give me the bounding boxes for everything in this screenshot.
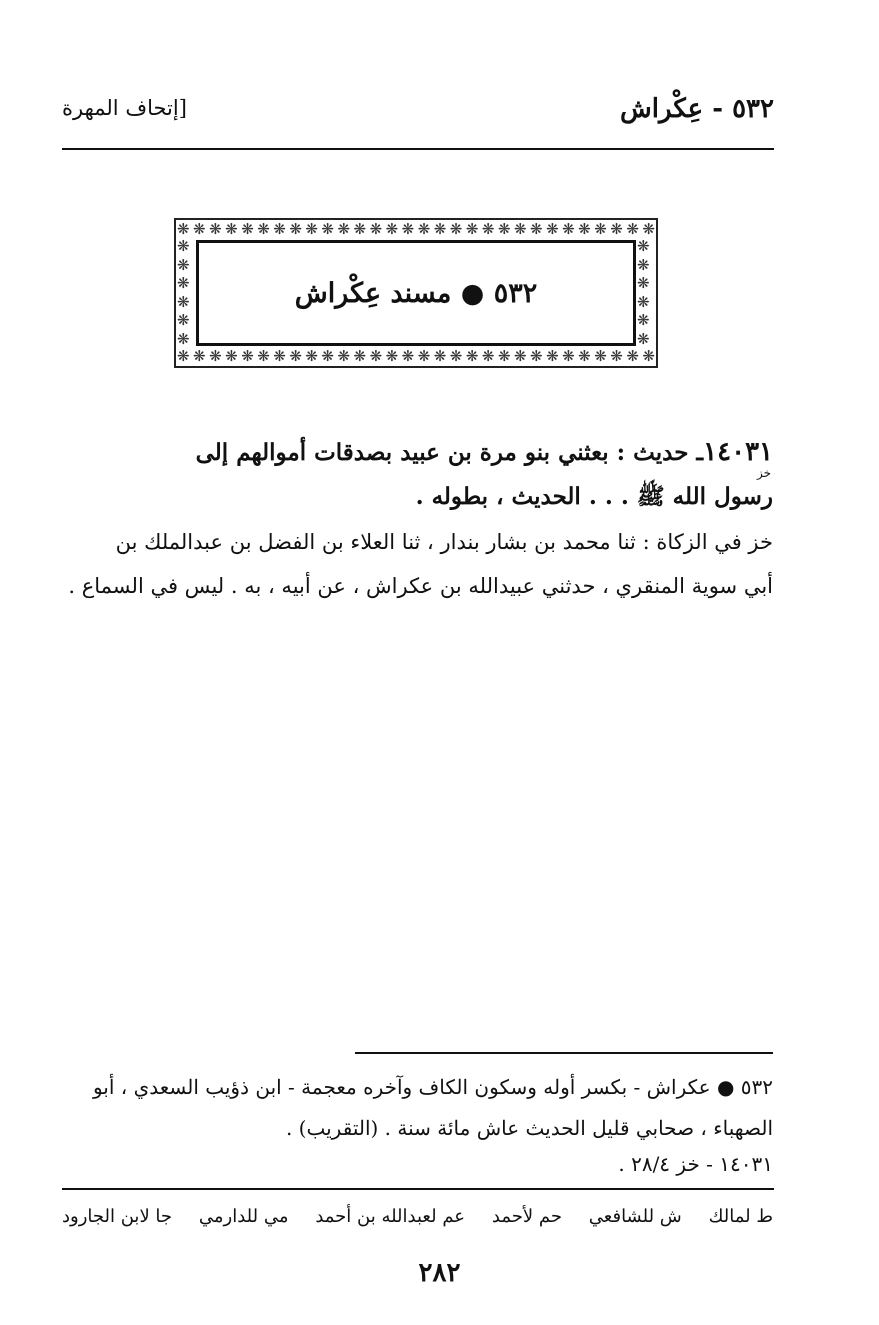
ornament-border-top: [177, 221, 655, 239]
ornament-glyph: ❋: [546, 348, 559, 365]
ornament-glyph: ❋: [257, 348, 270, 365]
ornament-glyph: ❋: [353, 348, 367, 365]
ornament-glyph: ❋: [177, 255, 190, 274]
ornament-glyph: ❋: [273, 348, 286, 365]
abbr-item: جا لابن الجارود: [62, 1206, 173, 1227]
ornament-glyph: ❋: [337, 221, 351, 238]
ornament-glyph: ❋: [417, 221, 431, 238]
ornament-glyph: ❋: [513, 348, 527, 365]
ornament-glyph: ❋: [497, 221, 511, 238]
footnote-line-1: ٥٣٢ ● عكراش - بكسر أوله وسكون الكاف وآخره معجمة - ابن ذؤيب السعدي ، أبو: [92, 1075, 773, 1099]
ornament-border-right: [637, 238, 655, 348]
ornament-glyph: ❋: [385, 221, 399, 238]
ornament-glyph: ❋: [177, 221, 190, 238]
ornament-glyph: ❋: [225, 348, 238, 365]
ornament-glyph: ❋: [465, 348, 479, 365]
abbr-item: حم لأحمد: [491, 1206, 562, 1227]
musnad-title: ٥٣٢ ● مسند عِكْراش: [294, 277, 538, 309]
ornament-glyph: ❋: [241, 348, 254, 365]
isnad-line-1: خز في الزكاة : ثنا محمد بن بشار بندار ، ثنا العلاء بن الفضل بن عبدالملك بن: [115, 530, 773, 554]
ornament-glyph: ❋: [637, 237, 650, 255]
ornament-glyph: ❋: [637, 255, 650, 274]
ornament-glyph: ❋: [530, 221, 543, 238]
footnote-line-2: الصهباء ، صحابي قليل الحديث عاش مائة سنة . (التقريب) .: [285, 1116, 773, 1140]
ornament-glyph: ❋: [401, 348, 415, 365]
ornament-glyph: ❋: [209, 221, 222, 238]
ornament-glyph: ❋: [481, 221, 495, 238]
ornament-glyph: ❋: [369, 348, 383, 365]
ornament-glyph: ❋: [449, 221, 463, 238]
ornament-glyph: ❋: [594, 221, 607, 238]
ornament-glyph: ❋: [637, 274, 650, 293]
ornament-glyph: ❋: [321, 221, 334, 238]
abbr-item: ط لمالك: [708, 1206, 773, 1227]
ornament-glyph: ❋: [497, 348, 511, 365]
ornament-glyph: ❋: [305, 221, 318, 238]
ornament-glyph: ❋: [610, 348, 623, 365]
abbr-item: مي للدارمي: [198, 1206, 289, 1227]
ornament-glyph: ❋: [449, 348, 463, 365]
abbreviation-rule: [62, 1188, 774, 1190]
ornament-border-left: [177, 238, 195, 348]
ornament-glyph: ❋: [321, 348, 334, 365]
ornament-glyph: ❋: [433, 348, 447, 365]
ornament-glyph: ❋: [637, 329, 650, 348]
ornament-glyph: ❋: [241, 221, 254, 238]
hadith-number: ١٤٠٣١: [703, 437, 773, 467]
ornament-glyph: ❋: [177, 329, 190, 348]
ornament-glyph: ❋: [637, 292, 650, 311]
section-title-header: ٥٣٢ - عِكْراش: [620, 94, 774, 124]
abbr-item: ش للشافعي: [588, 1206, 682, 1227]
ornament-glyph: ❋: [273, 221, 286, 238]
ornament-glyph: ❋: [225, 221, 238, 238]
ornament-glyph: ❋: [481, 348, 495, 365]
isnad-line-2: أبي سوية المنقري ، حدثني عبيدالله بن عكراش ، عن أبيه ، به . ليس في السماع .: [68, 574, 773, 598]
ornament-glyph: ❋: [177, 237, 190, 255]
ornament-glyph: ❋: [637, 311, 650, 330]
ornament-glyph: ❋: [610, 221, 623, 238]
ornament-glyph: ❋: [562, 221, 575, 238]
ornament-glyph: ❋: [289, 221, 302, 238]
ornament-glyph: ❋: [193, 348, 206, 365]
ornament-glyph: ❋: [401, 221, 415, 238]
ornament-glyph: ❋: [642, 221, 655, 238]
ornament-glyph: ❋: [337, 348, 351, 365]
abbreviation-key: [62, 1206, 773, 1227]
ornament-glyph: ❋: [177, 292, 190, 311]
header-rule: [62, 148, 774, 150]
ornament-glyph: ❋: [546, 221, 559, 238]
book-title-header: [إتحاف المهرة: [62, 96, 187, 120]
ornament-glyph: ❋: [562, 348, 575, 365]
ornament-glyph: ❋: [578, 221, 591, 238]
ornament-glyph: ❋: [594, 348, 607, 365]
ornament-glyph: ❋: [513, 221, 527, 238]
ornament-glyph: ❋: [353, 221, 367, 238]
ornament-glyph: ❋: [642, 348, 655, 365]
ornament-glyph: ❋: [626, 348, 639, 365]
hadith-text-line-1: ـ حديث : بعثني بنو مرة بن عبيد بصدقات أموالهم إلى: [195, 439, 704, 466]
ornament-border-bottom: [177, 348, 655, 366]
hadith-line-1: [196, 437, 773, 467]
footnote-line-3: ١٤٠٣١ - خز ٢٨/٤ .: [618, 1152, 773, 1176]
ornament-glyph: ❋: [177, 311, 190, 330]
ornament-glyph: ❋: [177, 348, 190, 365]
ornament-glyph: ❋: [209, 348, 222, 365]
ornament-glyph: ❋: [177, 274, 190, 293]
ornament-glyph: ❋: [385, 348, 399, 365]
page-number: ٢٨٢: [418, 1258, 461, 1288]
ornament-glyph: ❋: [465, 221, 479, 238]
ornament-glyph: ❋: [433, 221, 447, 238]
ornament-glyph: ❋: [289, 348, 302, 365]
abbr-item: عم لعبدالله بن أحمد: [315, 1206, 466, 1227]
hadith-line-2: رسول الله ﷺ . . . الحديث ، بطوله .: [415, 483, 773, 510]
ornament-glyph: ❋: [578, 348, 591, 365]
hadith-source-marker: خز: [756, 466, 771, 480]
footnote-rule: [355, 1052, 773, 1054]
ornament-glyph: ❋: [417, 348, 431, 365]
ornament-glyph: ❋: [530, 348, 543, 365]
ornament-glyph: ❋: [257, 221, 270, 238]
ornament-glyph: ❋: [626, 221, 639, 238]
ornament-glyph: ❋: [193, 221, 206, 238]
ornament-glyph: ❋: [305, 348, 318, 365]
ornament-glyph: ❋: [369, 221, 383, 238]
